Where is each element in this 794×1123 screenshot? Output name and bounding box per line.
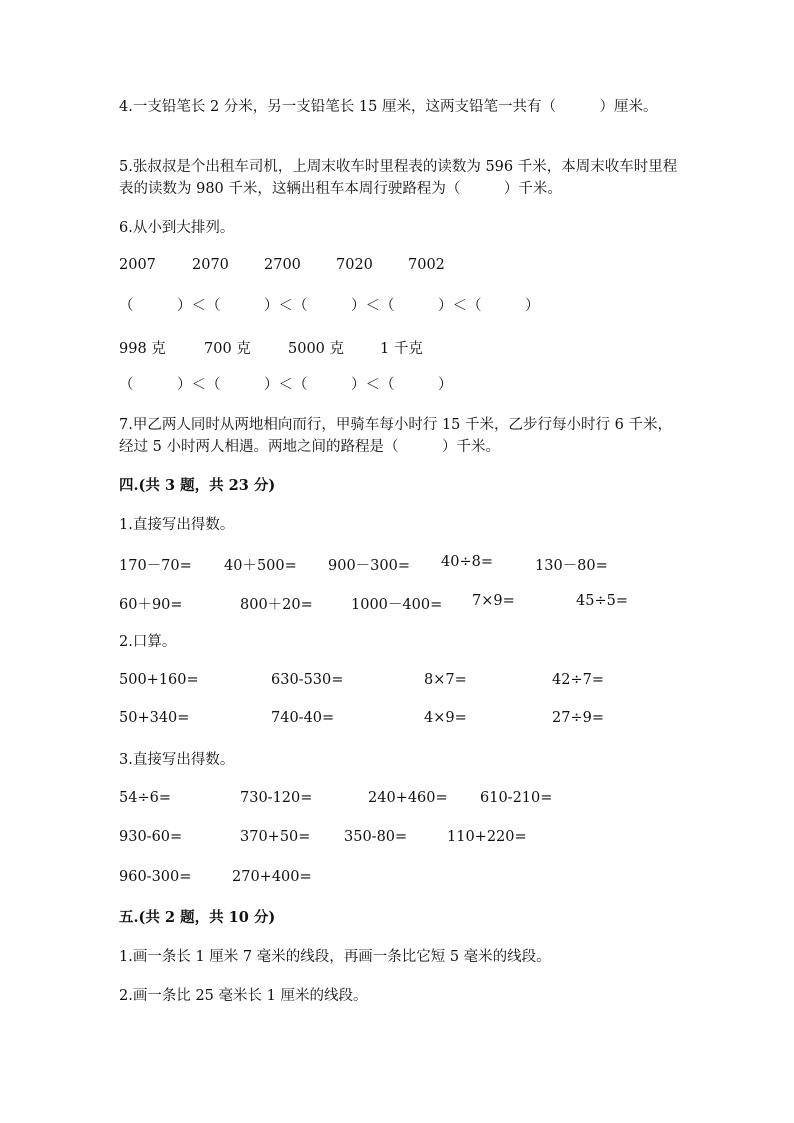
math-problem: 27÷9= <box>552 710 604 726</box>
math-problem: 54÷6= <box>119 790 171 806</box>
math-problem: 8×7= <box>424 672 467 688</box>
math-problem: 1000－400= <box>351 597 443 613</box>
math-problem: 800＋20= <box>240 597 313 613</box>
math-problem: 900－300= <box>328 558 411 574</box>
section-4-q1-title: 1.直接写出得数。 <box>119 517 235 533</box>
math-problem: 50+340= <box>119 710 190 726</box>
section-5-q1: 1.画一条长 1 厘米 7 毫米的线段，再画一条比它短 5 毫米的线段。 <box>119 949 551 965</box>
q6-number: 2070 <box>192 257 229 273</box>
q6-answer-blanks-1: （ ）＜（ ）＜（ ）＜（ ）＜（ ） <box>119 298 540 314</box>
math-problem: 730-120= <box>240 790 313 806</box>
math-problem: 630-530= <box>271 672 344 688</box>
q6-weight: 700 克 <box>204 341 251 357</box>
question-7: 7.甲乙两人同时从两地相向而行，甲骑车每小时行 15 千米，乙步行每小时行 6 千米，经过 5 小时两人相遇。两地之间的路程是（ ）千米。 <box>119 417 672 455</box>
math-problem: 40＋500= <box>224 558 297 574</box>
section-4-q2-title: 2.口算。 <box>119 634 177 650</box>
math-problem: 240+460= <box>368 790 448 806</box>
math-problem: 40÷8= <box>441 554 493 570</box>
question-4: 4.一支铅笔长 2 分米，另一支铅笔长 15 厘米，这两支铅笔一共有（ ）厘米。 <box>119 99 658 115</box>
section-5-q2: 2.画一条比 25 毫米长 1 厘米的线段。 <box>119 988 368 1004</box>
question-6: 6.从小到大排列。 <box>119 220 235 236</box>
math-problem: 45÷5= <box>576 593 628 609</box>
math-problem: 4×9= <box>424 710 467 726</box>
math-problem: 170－70= <box>119 558 192 574</box>
q6-weight: 998 克 <box>119 341 166 357</box>
q6-number: 2700 <box>264 257 301 273</box>
q6-number: 7020 <box>336 257 373 273</box>
math-problem: 930-60= <box>119 829 183 845</box>
math-problem: 270+400= <box>232 869 312 885</box>
q6-weight: 1 千克 <box>380 341 423 357</box>
math-problem: 130－80= <box>535 558 608 574</box>
math-problem: 350-80= <box>344 829 408 845</box>
q6-weight: 5000 克 <box>288 341 345 357</box>
math-problem: 500+160= <box>119 672 199 688</box>
q6-number: 7002 <box>408 257 445 273</box>
section-4-q3-title: 3.直接写出得数。 <box>119 752 235 768</box>
math-problem: 110+220= <box>447 829 527 845</box>
math-problem: 740-40= <box>271 710 335 726</box>
math-problem: 960-300= <box>119 869 192 885</box>
math-problem: 370+50= <box>240 829 311 845</box>
math-problem: 42÷7= <box>552 672 604 688</box>
q6-answer-blanks-2: （ ）＜（ ）＜（ ）＜（ ） <box>119 377 453 393</box>
section-5-title: 五.(共 2 题，共 10 分) <box>119 909 276 926</box>
math-problem: 60＋90= <box>119 597 183 613</box>
math-problem: 7×9= <box>472 593 515 609</box>
question-5: 5.张叔叔是个出租车司机，上周末收车时里程表的读数为 596 千米，本周末收车时里程表的读数为 980 千米，这辆出租车本周行驶路程为（ ）千米。 <box>119 159 678 197</box>
q6-number: 2007 <box>119 257 156 273</box>
section-4-title: 四.(共 3 题，共 23 分) <box>119 477 276 494</box>
math-problem: 610-210= <box>480 790 553 806</box>
